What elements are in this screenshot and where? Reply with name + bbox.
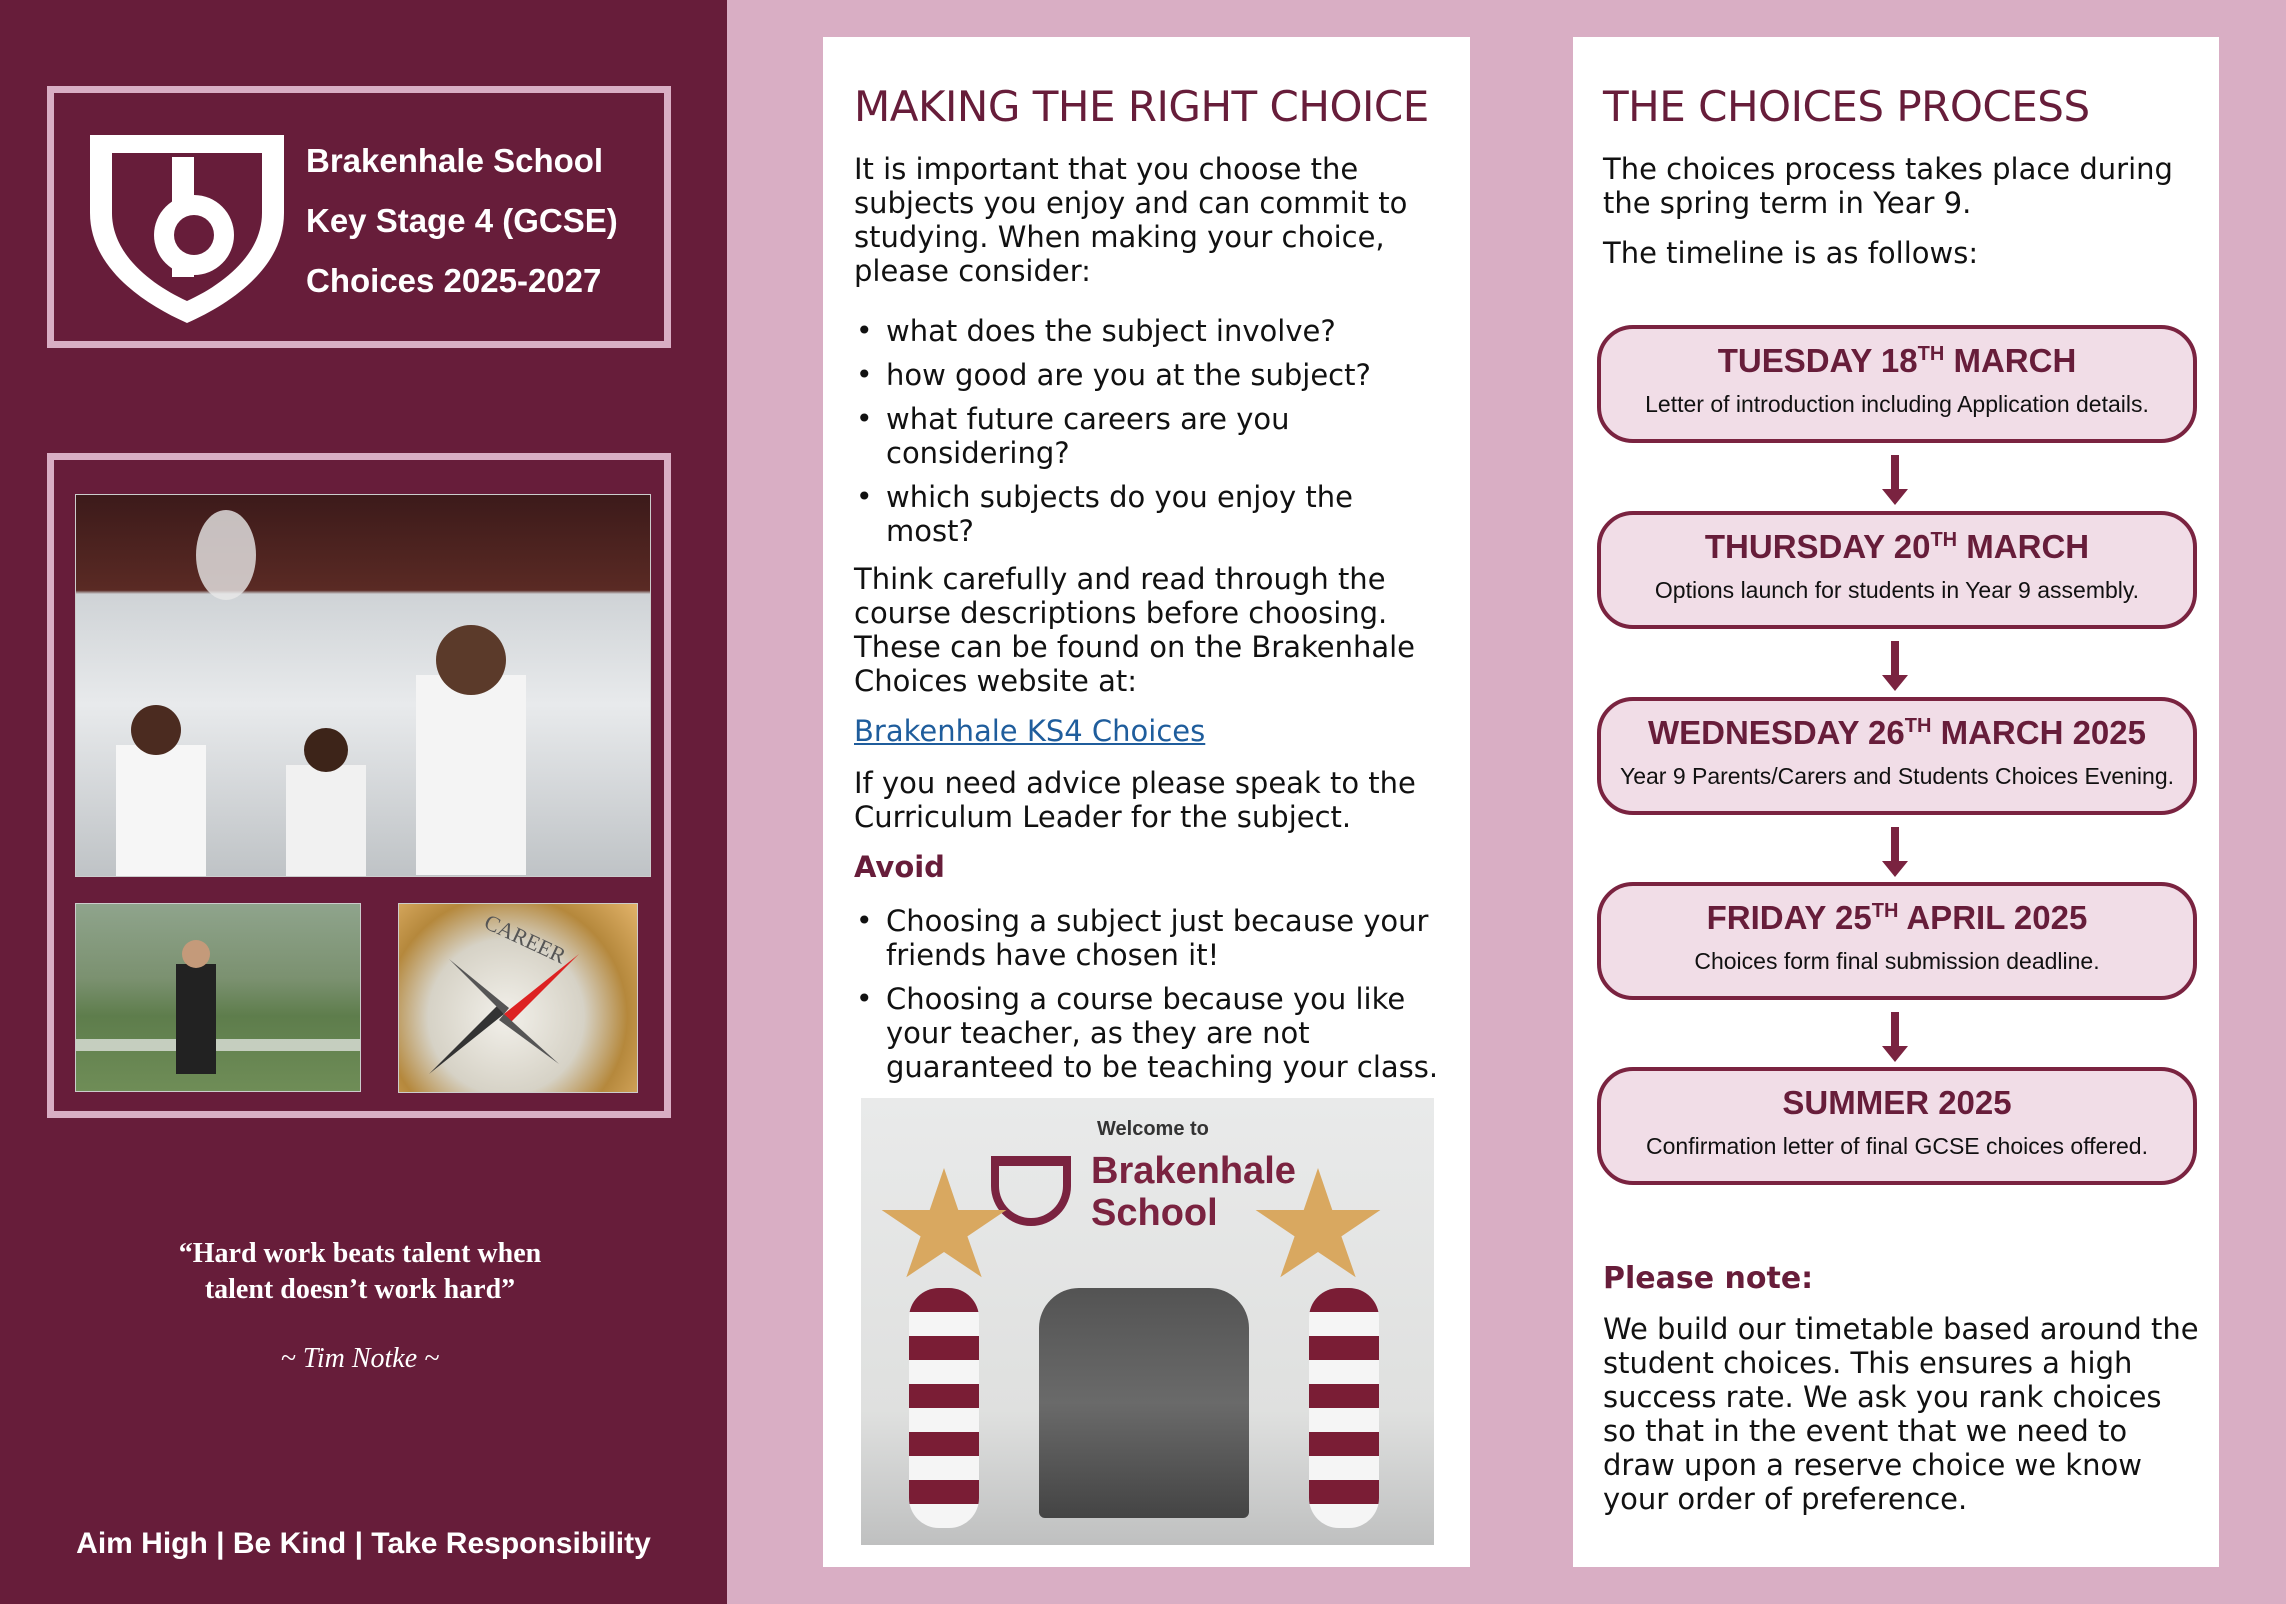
choices-process-heading: THE CHOICES PROCESS	[1603, 82, 2090, 131]
quote-line-1: “Hard work beats talent when	[178, 1238, 542, 1269]
welcome-photo	[861, 1098, 1434, 1545]
timeline-description: Letter of introduction including Application details.	[1645, 391, 2149, 417]
balloon-column	[909, 1288, 979, 1528]
science-lab-photo	[75, 494, 651, 877]
timeline-date: FRIDAY 25TH APRIL 2025	[1706, 899, 2088, 936]
timeline-description: Confirmation letter of final GCSE choices offered.	[1646, 1133, 2148, 1159]
down-arrow-icon	[1891, 827, 1899, 865]
welcome-text: Welcome to	[1097, 1118, 1209, 1140]
making-choice-heading: MAKING THE RIGHT CHOICE	[854, 82, 1429, 131]
avoid-heading: Avoid	[854, 850, 945, 884]
timeline-step	[1597, 697, 2197, 815]
timeline-description: Options launch for students in Year 9 assembly.	[1654, 577, 2140, 603]
timeline-date: WEDNESDAY 26TH MARCH 2025	[1647, 714, 2146, 751]
choices-process-panel	[1573, 37, 2219, 1567]
timeline-step	[1597, 1067, 2197, 1185]
key-stage: Key Stage 4 (GCSE)	[306, 202, 618, 239]
school-motto: Aim High | Be Kind | Take Responsibility	[76, 1527, 651, 1560]
think-paragraph: Think carefully and read through the course descriptions before choosing. These can be found on the Brakenhale Choices website at:	[854, 562, 1415, 698]
quote	[60, 1236, 660, 1308]
timeline-step	[1597, 882, 2197, 1000]
svg-text:CAREER: CAREER	[480, 908, 570, 969]
school-crest-logo	[82, 117, 292, 327]
advice-paragraph: If you need advice please speak to the Curriculum Leader for the subject.	[854, 766, 1416, 834]
avoid-list	[854, 904, 1444, 1084]
making-choice-panel	[823, 37, 1470, 1567]
down-arrow-icon	[1891, 455, 1899, 493]
list-item: • what future careers are you considering?	[854, 402, 1444, 470]
down-arrow-icon	[1891, 641, 1899, 679]
timeline-description: Year 9 Parents/Carers and Students Choices Evening.	[1619, 763, 2175, 789]
photo-collage	[47, 453, 671, 1118]
down-arrow-icon	[1891, 1012, 1899, 1050]
ks4-choices-link[interactable]: Brakenhale KS4 Choices	[854, 714, 1206, 748]
title-text	[306, 131, 618, 311]
note-body: We build our timetable based around the student choices. This ensures a high success rate. We ask you rank choices so that in the event that we need to draw upon a reserve choice we know your order of preference.	[1603, 1312, 2199, 1516]
list-item: • Choosing a subject just because your friends have chosen it!	[854, 904, 1444, 972]
list-item: • Choosing a course because you like your teacher, as they are not guaranteed to be teaching your class.	[854, 982, 1444, 1084]
intro-paragraph: It is important that you choose the subjects you enjoy and can commit to studying. When making your choice, please consider:	[854, 152, 1408, 288]
consider-list	[854, 314, 1444, 548]
career-compass-photo	[398, 903, 638, 1093]
timeline-date: THURSDAY 20TH MARCH	[1704, 528, 2090, 565]
timeline-date: TUESDAY 18TH MARCH	[1717, 342, 2077, 379]
welcome-school-name	[1091, 1150, 1296, 1234]
timeline-step	[1597, 511, 2197, 629]
title-box	[47, 86, 671, 348]
timeline-description: Choices form final submission deadline.	[1694, 948, 2100, 974]
quote-author: ~ Tim Notke ~	[280, 1343, 440, 1374]
timeline-step	[1597, 325, 2197, 443]
note-heading: Please note:	[1603, 1261, 1814, 1296]
cover-panel	[0, 0, 727, 1604]
tennis-photo	[75, 903, 361, 1092]
list-item: • what does the subject involve?	[854, 314, 1444, 348]
welcome-school-line-1: Brakenhale	[1091, 1150, 1296, 1192]
timeline-intro: The timeline is as follows:	[1603, 236, 1979, 270]
choices-years: Choices 2025-2027	[306, 262, 602, 299]
gold-star-balloon	[879, 1168, 1009, 1288]
timeline-date: SUMMER 2025	[1782, 1084, 2012, 1121]
quote-line-2: talent doesn’t work hard”	[204, 1274, 516, 1305]
list-item: • which subjects do you enjoy the most?	[854, 480, 1444, 548]
welcome-school-line-2: School	[1091, 1192, 1218, 1234]
balloon-column	[1309, 1288, 1379, 1528]
school-name: Brakenhale School	[306, 142, 604, 179]
students-group	[1039, 1288, 1249, 1518]
welcome-logo-icon	[991, 1156, 1071, 1226]
list-item: • how good are you at the subject?	[854, 358, 1444, 392]
process-intro: The choices process takes place during the spring term in Year 9.	[1603, 152, 2173, 220]
